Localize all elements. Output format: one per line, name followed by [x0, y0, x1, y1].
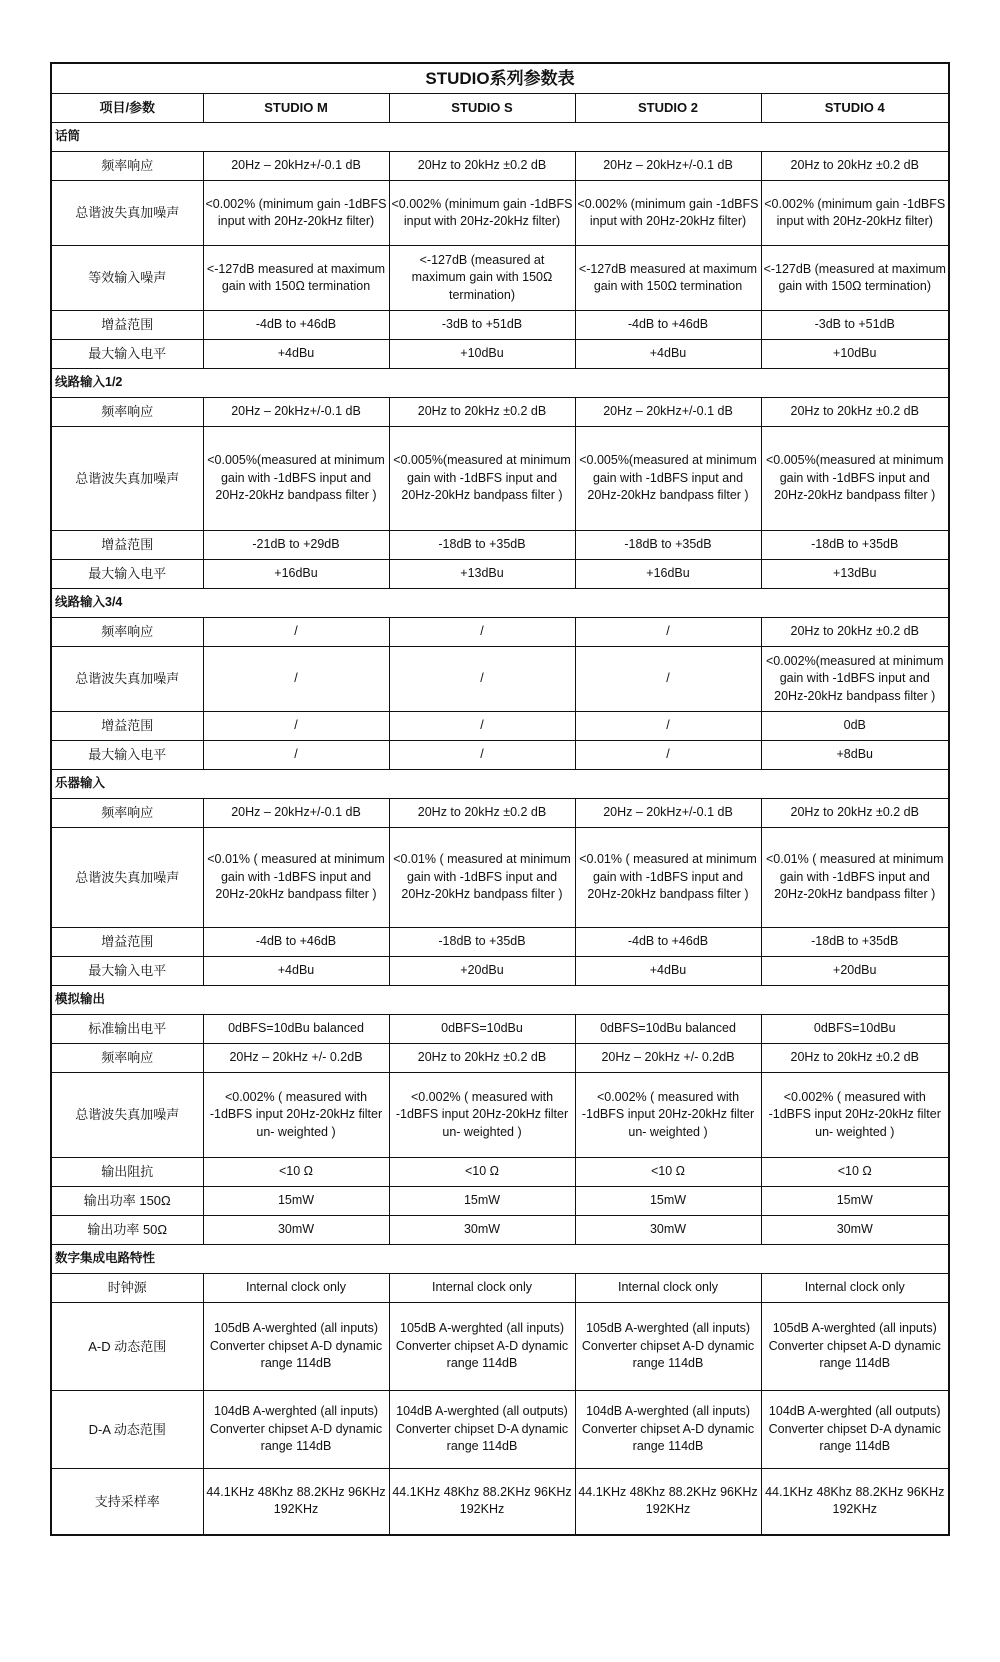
- table-row: [51, 152, 949, 181]
- row-label: 增益范围: [51, 928, 203, 957]
- value-cell: 20Hz – 20kHz+/-0.1 dB: [203, 398, 389, 427]
- value-cell: +8dBu: [761, 741, 949, 770]
- row-label: 增益范围: [51, 531, 203, 560]
- row-label: 总谐波失真加噪声: [51, 828, 203, 928]
- value-cell: 20Hz – 20kHz+/-0.1 dB: [575, 398, 761, 427]
- title-row: [51, 63, 949, 94]
- table-row: [51, 1469, 949, 1535]
- value-cell: <0.005%(measured at minimum gain with -1dBFS input and 20Hz-20kHz bandpass filter ): [575, 427, 761, 531]
- value-cell: -3dB to +51dB: [761, 311, 949, 340]
- value-cell: /: [575, 712, 761, 741]
- table-row: [51, 246, 949, 311]
- table-row: [51, 1015, 949, 1044]
- value-cell: 44.1KHz 48Khz 88.2KHz 96KHz 192KHz: [575, 1469, 761, 1535]
- row-label: 总谐波失真加噪声: [51, 647, 203, 712]
- value-cell: 104dB A-werghted (all outputs) Converter chipset D-A dynamic range 114dB: [761, 1391, 949, 1469]
- value-cell: +4dBu: [575, 957, 761, 986]
- value-cell: +16dBu: [203, 560, 389, 589]
- value-cell: +20dBu: [389, 957, 575, 986]
- value-cell: 20Hz – 20kHz+/-0.1 dB: [575, 799, 761, 828]
- value-cell: 20Hz – 20kHz+/-0.1 dB: [203, 152, 389, 181]
- value-cell: <0.002%(measured at minimum gain with -1dBFS input and 20Hz-20kHz bandpass filter ): [761, 647, 949, 712]
- value-cell: 30mW: [761, 1216, 949, 1245]
- value-cell: +10dBu: [761, 340, 949, 369]
- value-cell: <10 Ω: [761, 1158, 949, 1187]
- value-cell: 20Hz – 20kHz+/-0.1 dB: [203, 799, 389, 828]
- value-cell: /: [389, 741, 575, 770]
- value-cell: 15mW: [575, 1187, 761, 1216]
- value-cell: <10 Ω: [575, 1158, 761, 1187]
- table-row: [51, 531, 949, 560]
- value-cell: Internal clock only: [575, 1274, 761, 1303]
- section-header-row: [51, 1245, 949, 1274]
- row-label: 频率响应: [51, 618, 203, 647]
- header-cell-studio-4: STUDIO 4: [761, 94, 949, 123]
- table-row: [51, 647, 949, 712]
- value-cell: /: [203, 618, 389, 647]
- row-label: 输出阻抗: [51, 1158, 203, 1187]
- value-cell: <10 Ω: [203, 1158, 389, 1187]
- table-row: [51, 311, 949, 340]
- table-row: [51, 427, 949, 531]
- value-cell: /: [203, 741, 389, 770]
- value-cell: Internal clock only: [389, 1274, 575, 1303]
- value-cell: /: [389, 712, 575, 741]
- value-cell: -18dB to +35dB: [761, 928, 949, 957]
- value-cell: +16dBu: [575, 560, 761, 589]
- spec-sheet: [50, 62, 948, 1536]
- spec-table: [50, 62, 950, 1536]
- value-cell: <0.002% (minimum gain -1dBFS input with 20Hz-20kHz filter): [761, 181, 949, 246]
- row-label: 时钟源: [51, 1274, 203, 1303]
- table-row: [51, 712, 949, 741]
- value-cell: 44.1KHz 48Khz 88.2KHz 96KHz 192KHz: [761, 1469, 949, 1535]
- header-cell-studio-m: STUDIO M: [203, 94, 389, 123]
- row-label: 频率响应: [51, 152, 203, 181]
- section-title: 模拟输出: [51, 986, 949, 1015]
- value-cell: <0.01% ( measured at minimum gain with -1dBFS input and 20Hz-20kHz bandpass filter ): [203, 828, 389, 928]
- value-cell: 0dBFS=10dBu balanced: [203, 1015, 389, 1044]
- value-cell: -18dB to +35dB: [761, 531, 949, 560]
- value-cell: <0.002% ( measured with -1dBFS input 20Hz-20kHz filter un- weighted ): [389, 1073, 575, 1158]
- value-cell: 0dB: [761, 712, 949, 741]
- value-cell: 30mW: [575, 1216, 761, 1245]
- value-cell: <0.01% ( measured at minimum gain with -1dBFS input and 20Hz-20kHz bandpass filter ): [389, 828, 575, 928]
- value-cell: 105dB A-werghted (all inputs) Converter chipset A-D dynamic range 114dB: [575, 1303, 761, 1391]
- header-cell-item: 项目/参数: [51, 94, 203, 123]
- table-row: [51, 957, 949, 986]
- value-cell: 0dBFS=10dBu: [389, 1015, 575, 1044]
- value-cell: /: [389, 647, 575, 712]
- section-header-row: [51, 770, 949, 799]
- value-cell: 44.1KHz 48Khz 88.2KHz 96KHz 192KHz: [203, 1469, 389, 1535]
- value-cell: Internal clock only: [203, 1274, 389, 1303]
- value-cell: /: [203, 712, 389, 741]
- value-cell: 104dB A-werghted (all outputs) Converter chipset D-A dynamic range 114dB: [389, 1391, 575, 1469]
- value-cell: <0.005%(measured at minimum gain with -1dBFS input and 20Hz-20kHz bandpass filter ): [389, 427, 575, 531]
- value-cell: 15mW: [389, 1187, 575, 1216]
- value-cell: -18dB to +35dB: [575, 531, 761, 560]
- table-row: [51, 181, 949, 246]
- value-cell: <0.002% (minimum gain -1dBFS input with 20Hz-20kHz filter): [203, 181, 389, 246]
- value-cell: -4dB to +46dB: [575, 928, 761, 957]
- value-cell: <0.01% ( measured at minimum gain with -1dBFS input and 20Hz-20kHz bandpass filter ): [761, 828, 949, 928]
- section-header-row: [51, 123, 949, 152]
- value-cell: 20Hz to 20kHz ±0.2 dB: [761, 152, 949, 181]
- value-cell: <-127dB (measured at maximum gain with 150Ω termination): [389, 246, 575, 311]
- row-label: 频率响应: [51, 1044, 203, 1073]
- table-row: [51, 1303, 949, 1391]
- table-row: [51, 741, 949, 770]
- value-cell: 20Hz – 20kHz +/- 0.2dB: [575, 1044, 761, 1073]
- value-cell: /: [575, 618, 761, 647]
- value-cell: 0dBFS=10dBu: [761, 1015, 949, 1044]
- header-cell-studio-2: STUDIO 2: [575, 94, 761, 123]
- value-cell: -18dB to +35dB: [389, 928, 575, 957]
- value-cell: +4dBu: [575, 340, 761, 369]
- value-cell: 15mW: [761, 1187, 949, 1216]
- section-header-row: [51, 369, 949, 398]
- page-title: STUDIO系列参数表: [51, 63, 949, 94]
- table-row: [51, 560, 949, 589]
- value-cell: <0.002% ( measured with -1dBFS input 20Hz-20kHz filter un- weighted ): [575, 1073, 761, 1158]
- row-label: 增益范围: [51, 712, 203, 741]
- table-row: [51, 799, 949, 828]
- header-cell-studio-s: STUDIO S: [389, 94, 575, 123]
- row-label: 最大输入电平: [51, 560, 203, 589]
- section-title: 话筒: [51, 123, 949, 152]
- value-cell: 20Hz to 20kHz ±0.2 dB: [389, 1044, 575, 1073]
- table-row: [51, 1044, 949, 1073]
- section-header-row: [51, 986, 949, 1015]
- value-cell: -18dB to +35dB: [389, 531, 575, 560]
- value-cell: /: [575, 741, 761, 770]
- value-cell: +20dBu: [761, 957, 949, 986]
- row-label: 总谐波失真加噪声: [51, 427, 203, 531]
- value-cell: 20Hz to 20kHz ±0.2 dB: [389, 152, 575, 181]
- row-label: 总谐波失真加噪声: [51, 1073, 203, 1158]
- table-row: [51, 928, 949, 957]
- row-label: 最大输入电平: [51, 957, 203, 986]
- row-label: 频率响应: [51, 799, 203, 828]
- row-label: 频率响应: [51, 398, 203, 427]
- section-title: 乐器输入: [51, 770, 949, 799]
- value-cell: <-127dB measured at maximum gain with 150Ω termination: [203, 246, 389, 311]
- row-label: 支持采样率: [51, 1469, 203, 1535]
- value-cell: 20Hz – 20kHz+/-0.1 dB: [575, 152, 761, 181]
- value-cell: 15mW: [203, 1187, 389, 1216]
- value-cell: 0dBFS=10dBu balanced: [575, 1015, 761, 1044]
- value-cell: 20Hz to 20kHz ±0.2 dB: [389, 799, 575, 828]
- value-cell: -4dB to +46dB: [575, 311, 761, 340]
- value-cell: 20Hz to 20kHz ±0.2 dB: [389, 398, 575, 427]
- value-cell: 20Hz to 20kHz ±0.2 dB: [761, 398, 949, 427]
- table-row: [51, 1391, 949, 1469]
- value-cell: <0.005%(measured at minimum gain with -1dBFS input and 20Hz-20kHz bandpass filter ): [203, 427, 389, 531]
- row-label: 输出功率 150Ω: [51, 1187, 203, 1216]
- value-cell: /: [389, 618, 575, 647]
- table-row: [51, 398, 949, 427]
- section-header-row: [51, 589, 949, 618]
- section-title: 线路输入3/4: [51, 589, 949, 618]
- table-row: [51, 1274, 949, 1303]
- value-cell: /: [203, 647, 389, 712]
- table-row: [51, 1216, 949, 1245]
- value-cell: <0.01% ( measured at minimum gain with -1dBFS input and 20Hz-20kHz bandpass filter ): [575, 828, 761, 928]
- row-label: 最大输入电平: [51, 340, 203, 369]
- value-cell: <0.002% (minimum gain -1dBFS input with 20Hz-20kHz filter): [389, 181, 575, 246]
- header-row: [51, 94, 949, 123]
- value-cell: /: [575, 647, 761, 712]
- value-cell: 20Hz – 20kHz +/- 0.2dB: [203, 1044, 389, 1073]
- value-cell: +4dBu: [203, 957, 389, 986]
- row-label: D-A 动态范围: [51, 1391, 203, 1469]
- value-cell: +13dBu: [389, 560, 575, 589]
- value-cell: <-127dB measured at maximum gain with 150Ω termination: [575, 246, 761, 311]
- row-label: 增益范围: [51, 311, 203, 340]
- value-cell: 105dB A-werghted (all inputs) Converter chipset A-D dynamic range 114dB: [761, 1303, 949, 1391]
- table-row: [51, 1158, 949, 1187]
- value-cell: 105dB A-werghted (all inputs) Converter chipset A-D dynamic range 114dB: [203, 1303, 389, 1391]
- table-row: [51, 828, 949, 928]
- row-label: 最大输入电平: [51, 741, 203, 770]
- value-cell: 104dB A-werghted (all inputs) Converter chipset A-D dynamic range 114dB: [575, 1391, 761, 1469]
- value-cell: +13dBu: [761, 560, 949, 589]
- value-cell: 105dB A-werghted (all inputs) Converter chipset A-D dynamic range 114dB: [389, 1303, 575, 1391]
- section-title: 线路输入1/2: [51, 369, 949, 398]
- section-title: 数字集成电路特性: [51, 1245, 949, 1274]
- value-cell: 104dB A-werghted (all inputs) Converter chipset A-D dynamic range 114dB: [203, 1391, 389, 1469]
- row-label: 标准输出电平: [51, 1015, 203, 1044]
- value-cell: +4dBu: [203, 340, 389, 369]
- value-cell: <0.002% ( measured with -1dBFS input 20Hz-20kHz filter un- weighted ): [203, 1073, 389, 1158]
- value-cell: -3dB to +51dB: [389, 311, 575, 340]
- value-cell: <-127dB (measured at maximum gain with 150Ω termination): [761, 246, 949, 311]
- table-row: [51, 618, 949, 647]
- value-cell: 30mW: [389, 1216, 575, 1245]
- row-label: 输出功率 50Ω: [51, 1216, 203, 1245]
- value-cell: <10 Ω: [389, 1158, 575, 1187]
- value-cell: 20Hz to 20kHz ±0.2 dB: [761, 618, 949, 647]
- table-row: [51, 340, 949, 369]
- table-row: [51, 1187, 949, 1216]
- value-cell: 20Hz to 20kHz ±0.2 dB: [761, 799, 949, 828]
- value-cell: +10dBu: [389, 340, 575, 369]
- value-cell: <0.002% (minimum gain -1dBFS input with 20Hz-20kHz filter): [575, 181, 761, 246]
- value-cell: -4dB to +46dB: [203, 928, 389, 957]
- value-cell: <0.005%(measured at minimum gain with -1dBFS input and 20Hz-20kHz bandpass filter ): [761, 427, 949, 531]
- value-cell: 44.1KHz 48Khz 88.2KHz 96KHz 192KHz: [389, 1469, 575, 1535]
- row-label: 等效输入噪声: [51, 246, 203, 311]
- value-cell: 30mW: [203, 1216, 389, 1245]
- row-label: 总谐波失真加噪声: [51, 181, 203, 246]
- value-cell: Internal clock only: [761, 1274, 949, 1303]
- value-cell: <0.002% ( measured with -1dBFS input 20Hz-20kHz filter un- weighted ): [761, 1073, 949, 1158]
- value-cell: 20Hz to 20kHz ±0.2 dB: [761, 1044, 949, 1073]
- table-row: [51, 1073, 949, 1158]
- value-cell: -21dB to +29dB: [203, 531, 389, 560]
- value-cell: -4dB to +46dB: [203, 311, 389, 340]
- row-label: A-D 动态范围: [51, 1303, 203, 1391]
